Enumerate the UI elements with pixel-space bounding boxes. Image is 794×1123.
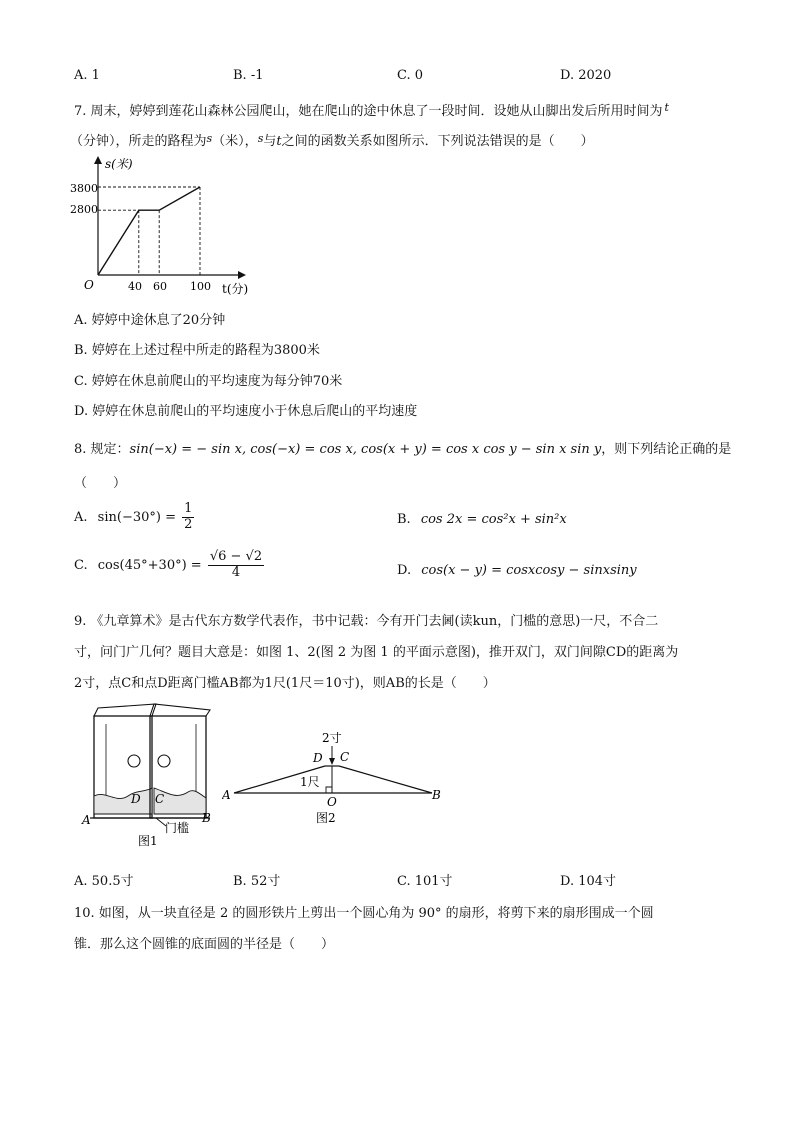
q8-option-d: D. cos(x − y) = cosxcosy − sinxsiny (397, 563, 637, 578)
q7-option-d: D. 婷婷在休息前爬山的平均速度小于休息后爬山的平均速度 (74, 404, 418, 419)
fig1-label-a: A (82, 813, 91, 827)
fig2-label-b: B (432, 788, 441, 802)
y-tick-2800: 2800 (70, 203, 98, 216)
fig2-height-label: 1尺 (300, 775, 320, 789)
x-tick-60: 60 (153, 280, 167, 293)
x-axis-arrow (238, 271, 246, 279)
right-door-top-edge (150, 704, 210, 716)
fig2-label-d: D (313, 751, 323, 765)
fig1-threshold-label: 门槛 (165, 821, 190, 835)
q9-option-d: D. 104寸 (560, 874, 617, 889)
q10-stem-line1: 10. 如图，从一块直径是 2 的圆形铁片上剪出一个圆心角为 90° 的扇形，将剪下来的扇形围成一个圆 (74, 906, 654, 921)
y-axis-label: s(米) (105, 157, 133, 171)
fig1-label-d: D (131, 792, 141, 806)
y-tick-3800: 3800 (70, 182, 98, 195)
x-axis-label: t(分) (222, 282, 249, 296)
q9-figure-1-door (76, 700, 226, 850)
q6-option-d: D. 2020 (560, 68, 612, 83)
q9-option-b: B. 52寸 (233, 874, 281, 889)
segment-cb (339, 766, 432, 793)
q7-stem-line1: 7. 周末，婷婷到莲花山森林公园爬山，她在爬山的途中休息了一段时间．设她从山脚出发后所用时间为 $^t$ (74, 101, 669, 119)
q8-stem: 8. 规定：sin(−x) = − sin x, cos(−x) = cos x, cos(x + y) = cos x cos y − sin x sin y，则下列结论正确的是 (74, 442, 732, 457)
q9-option-a: A. 50.5寸 (74, 874, 134, 889)
q8-formula: sin(−x) = − sin x, cos(−x) = cos x, cos(x + y) = cos x cos y − sin x sin y (129, 442, 602, 457)
origin-label: O (84, 278, 94, 292)
x-tick-100: 100 (190, 280, 211, 293)
q9-stem-line3: 2寸，点C和点D距离门槛AB都为1尺(1尺＝10寸)，则AB的长是（ ） (74, 676, 496, 691)
q9-figure-2-diagram (222, 722, 450, 832)
q8-option-c-fraction: $\frac{√6 - √2}{4}$ (209, 549, 263, 580)
right-door-knob (158, 755, 170, 767)
fig2-gap-label: 2寸 (322, 731, 342, 745)
left-door-knob (128, 755, 140, 767)
q8-option-c: C. cos(45°+30°) = $\frac{√6 - √2}{4}$ (74, 549, 263, 580)
distance-series-line (98, 187, 200, 275)
q7-stem-line2: （分钟），所走的路程为$^s$（米），$^s$与t之间的函数关系如图所示．下列说法错误的是（ ） (70, 132, 594, 149)
q9-stem-line2: 寸，问门广几何？题目大意是：如图 1、2(图 2 为图 1 的平面示意图)，推开双门，双门间隙CD的距离为 (74, 645, 679, 660)
left-door-wave (94, 788, 152, 814)
q7-option-a: A. 婷婷中途休息了20分钟 (74, 313, 226, 328)
q7-option-b: B. 婷婷在上述过程中所走的路程为3800米 (74, 343, 320, 358)
right-angle-mark (326, 787, 332, 793)
q8-option-a: A. sin(−30°) = $\frac{1}{2}$ (74, 501, 193, 532)
q9-stem-line1: 9. 《九章算术》是古代东方数学代表作，书中记载：今有开门去阃(读kun，门槛的意思)一尺，不合二 (74, 614, 659, 629)
q8-option-b: B. cos 2x = cos²x + sin²x (397, 512, 567, 527)
fig2-label-c: C (340, 750, 350, 764)
q7-option-c: C. 婷婷在休息前爬山的平均速度为每分钟70米 (74, 374, 343, 389)
gap-arrow-head (329, 758, 335, 765)
q8-paren: （ ） (74, 476, 127, 491)
y-axis-arrow (94, 156, 102, 164)
fig2-label-o: O (327, 795, 337, 809)
left-door-top-edge (94, 704, 156, 716)
q6-option-a: A. 1 (74, 68, 100, 83)
fig2-caption: 图2 (316, 811, 336, 825)
q9-option-c: C. 101寸 (397, 874, 453, 889)
q6-option-c: C. 0 (397, 68, 424, 83)
fig1-label-c: C (155, 792, 165, 806)
x-tick-40: 40 (128, 280, 142, 293)
fig2-label-a: A (222, 788, 231, 802)
q8-option-a-fraction: $\frac{1}{2}$ (184, 501, 193, 532)
q10-stem-line2: 锥．那么这个圆锥的底面圆的半径是（ ） (74, 937, 335, 952)
q6-option-b: B. -1 (233, 68, 264, 83)
fig1-caption: 图1 (138, 834, 158, 848)
fig1-label-b: B (202, 811, 211, 825)
q7-distance-time-graph (70, 152, 270, 300)
